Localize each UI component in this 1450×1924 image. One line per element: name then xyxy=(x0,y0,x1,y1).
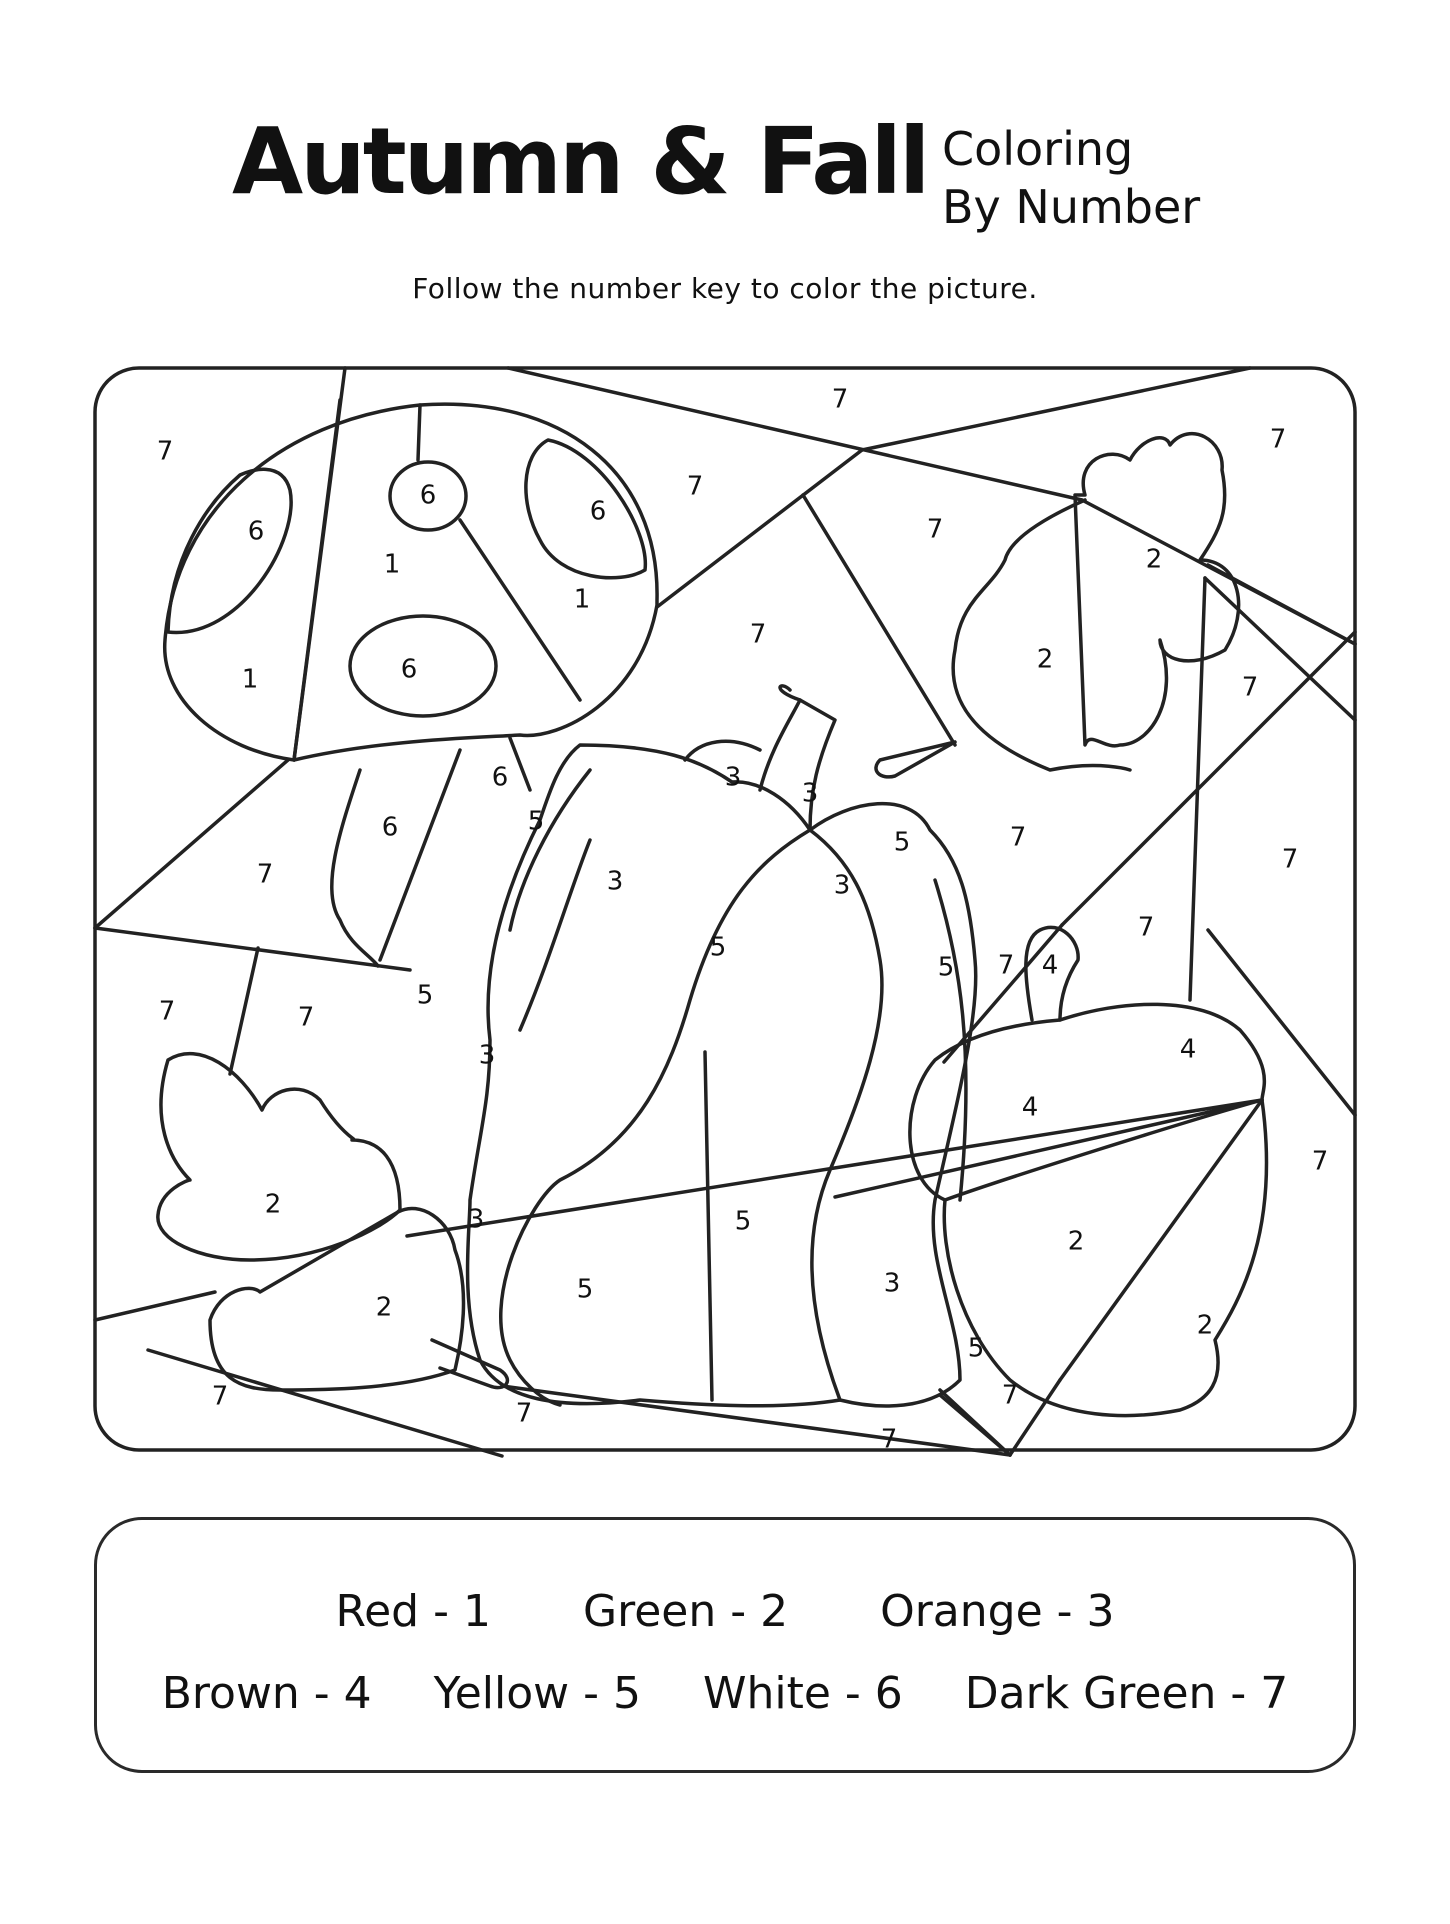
region-number: 5 xyxy=(734,1206,752,1237)
region-number: 6 xyxy=(491,762,509,793)
region-number: 6 xyxy=(419,480,437,511)
region-number: 1 xyxy=(241,664,259,695)
color-key-row-1 xyxy=(97,1586,1353,1637)
region-number: 3 xyxy=(724,762,742,793)
region-number: 3 xyxy=(606,866,624,897)
picture-frame xyxy=(95,368,1355,1450)
region-number: 7 xyxy=(1001,1380,1019,1411)
key-dark-green: Dark Green - 7 xyxy=(964,1668,1289,1719)
region-number: 3 xyxy=(467,1204,485,1235)
region-number: 7 xyxy=(156,436,174,467)
region-number: 5 xyxy=(709,932,727,963)
region-number: 1 xyxy=(573,584,591,615)
region-number: 7 xyxy=(1009,822,1027,853)
subtitle-line-1: Coloring xyxy=(942,122,1134,176)
region-number: 3 xyxy=(883,1268,901,1299)
region-number: 6 xyxy=(247,516,265,547)
region-number: 7 xyxy=(749,619,767,650)
region-number: 6 xyxy=(400,654,418,685)
region-number: 7 xyxy=(997,950,1015,981)
subtitle-line-2: By Number xyxy=(942,180,1201,234)
region-number: 2 xyxy=(264,1189,282,1220)
region-number: 7 xyxy=(1241,672,1259,703)
region-number: 1 xyxy=(383,549,401,580)
key-yellow: Yellow - 5 xyxy=(433,1668,641,1719)
region-number: 7 xyxy=(831,384,849,415)
key-green: Green - 2 xyxy=(582,1586,789,1637)
region-number: 6 xyxy=(381,812,399,843)
region-number: 5 xyxy=(967,1333,985,1364)
instructions-text: Follow the number key to color the picture. xyxy=(412,272,1038,305)
color-key-row-2 xyxy=(97,1668,1353,1719)
region-number: 7 xyxy=(1269,424,1287,455)
region-number: 2 xyxy=(1036,644,1054,675)
region-number: 7 xyxy=(158,996,176,1027)
region-number: 7 xyxy=(1137,912,1155,943)
region-number: 3 xyxy=(801,778,819,809)
region-number: 5 xyxy=(893,827,911,858)
color-key xyxy=(94,1517,1356,1773)
region-number: 7 xyxy=(880,1424,898,1455)
region-number: 2 xyxy=(1145,544,1163,575)
region-number: 7 xyxy=(256,859,274,890)
page-title: Autumn & Fall xyxy=(232,108,928,215)
acorn-body-number: 2 xyxy=(1196,1310,1214,1341)
key-red: Red - 1 xyxy=(335,1586,491,1637)
region-number: 5 xyxy=(576,1274,594,1305)
region-number: 5 xyxy=(527,806,545,837)
region-number: 2 xyxy=(1067,1226,1085,1257)
region-number: 7 xyxy=(297,1002,315,1033)
region-number: 4 xyxy=(1041,950,1059,981)
region-number: 2 xyxy=(375,1292,393,1323)
region-number: 7 xyxy=(926,514,944,545)
key-white: White - 6 xyxy=(702,1668,903,1719)
region-number: 3 xyxy=(478,1040,496,1071)
region-number: 7 xyxy=(1281,844,1299,875)
region-number: 7 xyxy=(211,1381,229,1412)
region-number: 7 xyxy=(1311,1146,1329,1177)
region-number: 5 xyxy=(937,952,955,983)
region-number: 7 xyxy=(515,1398,533,1429)
key-orange: Orange - 3 xyxy=(880,1586,1115,1637)
region-number: 4 xyxy=(1179,1034,1197,1065)
key-brown: Brown - 4 xyxy=(161,1668,372,1719)
region-number: 6 xyxy=(589,496,607,527)
region-number: 7 xyxy=(686,471,704,502)
region-number: 5 xyxy=(416,980,434,1011)
region-number: 3 xyxy=(833,870,851,901)
region-numbers xyxy=(157,385,1329,1455)
region-number: 4 xyxy=(1021,1092,1039,1123)
